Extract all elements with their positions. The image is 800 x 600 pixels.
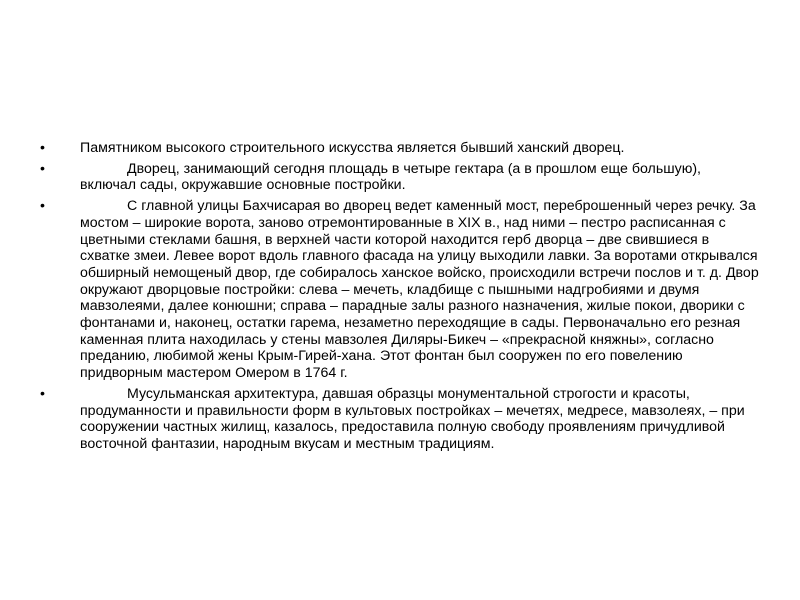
paragraph-text: Памятником высокого строительного искусства является бывший ханский дворец. [80, 140, 625, 156]
paragraph-palace-layout [40, 198, 760, 382]
paragraph-text: Дворец, занимающий сегодня площадь в четыре гектара (а в прошлом еще большую), включал сады, окружавшие основные постройки. [80, 160, 701, 194]
bullet-icon: • [40, 140, 45, 156]
paragraph-intro [40, 140, 760, 157]
paragraph-architecture [40, 386, 760, 453]
bullet-list [40, 140, 760, 457]
paragraph-text: Мусульманская архитектура, давшая образцы монументальной строгости и красоты, продуманности и правильности форм в культовых постройках – мечетях, медресе, мавзолеях, – при сооружении частных жилищ, казалось, предоставила полную свободу проявлениям причудливой восточной фантазии, народным вкусам и местным традициям. [80, 385, 745, 452]
bullet-icon: • [40, 385, 45, 402]
paragraph-palace-area [40, 161, 760, 194]
paragraph-text: С главной улицы Бахчисарая во дворец ведет каменный мост, переброшенный через речку. За мостом – широкие ворота, заново отремонтированные в XIX в., над ними – пестро расписанная с цветными стеклами башня, в верхней части которой находится герб дворца – две свившиеся в схватке змеи. Левее ворот вдоль главного фасада на улицу выходили лавки. За воротами открывался обширный немощеный двор, где собиралось ханское войско, происходили встречи послов и т. д. Двор окружают дворцовые постройки: слева – мечеть, кладбище с пышными надгробиями и двумя мавзолеями, далее конюшни; справа – парадные залы разного назначения, жилые покои, дворики с фонтанами и, наконец, остатки гарема, незаметно переходящие в сады. Первоначально его резная каменная плита находилась у стены мавзолея Диляры-Бикеч – «прекрасной княжны», согласно преданию, любимой жены Крым-Гирей-хана. Этот фонтан был сооружен по его повелению придворным мастером Омером в 1764 г. [80, 198, 759, 382]
bullet-icon: • [40, 160, 45, 177]
bullet-icon: • [40, 198, 45, 215]
